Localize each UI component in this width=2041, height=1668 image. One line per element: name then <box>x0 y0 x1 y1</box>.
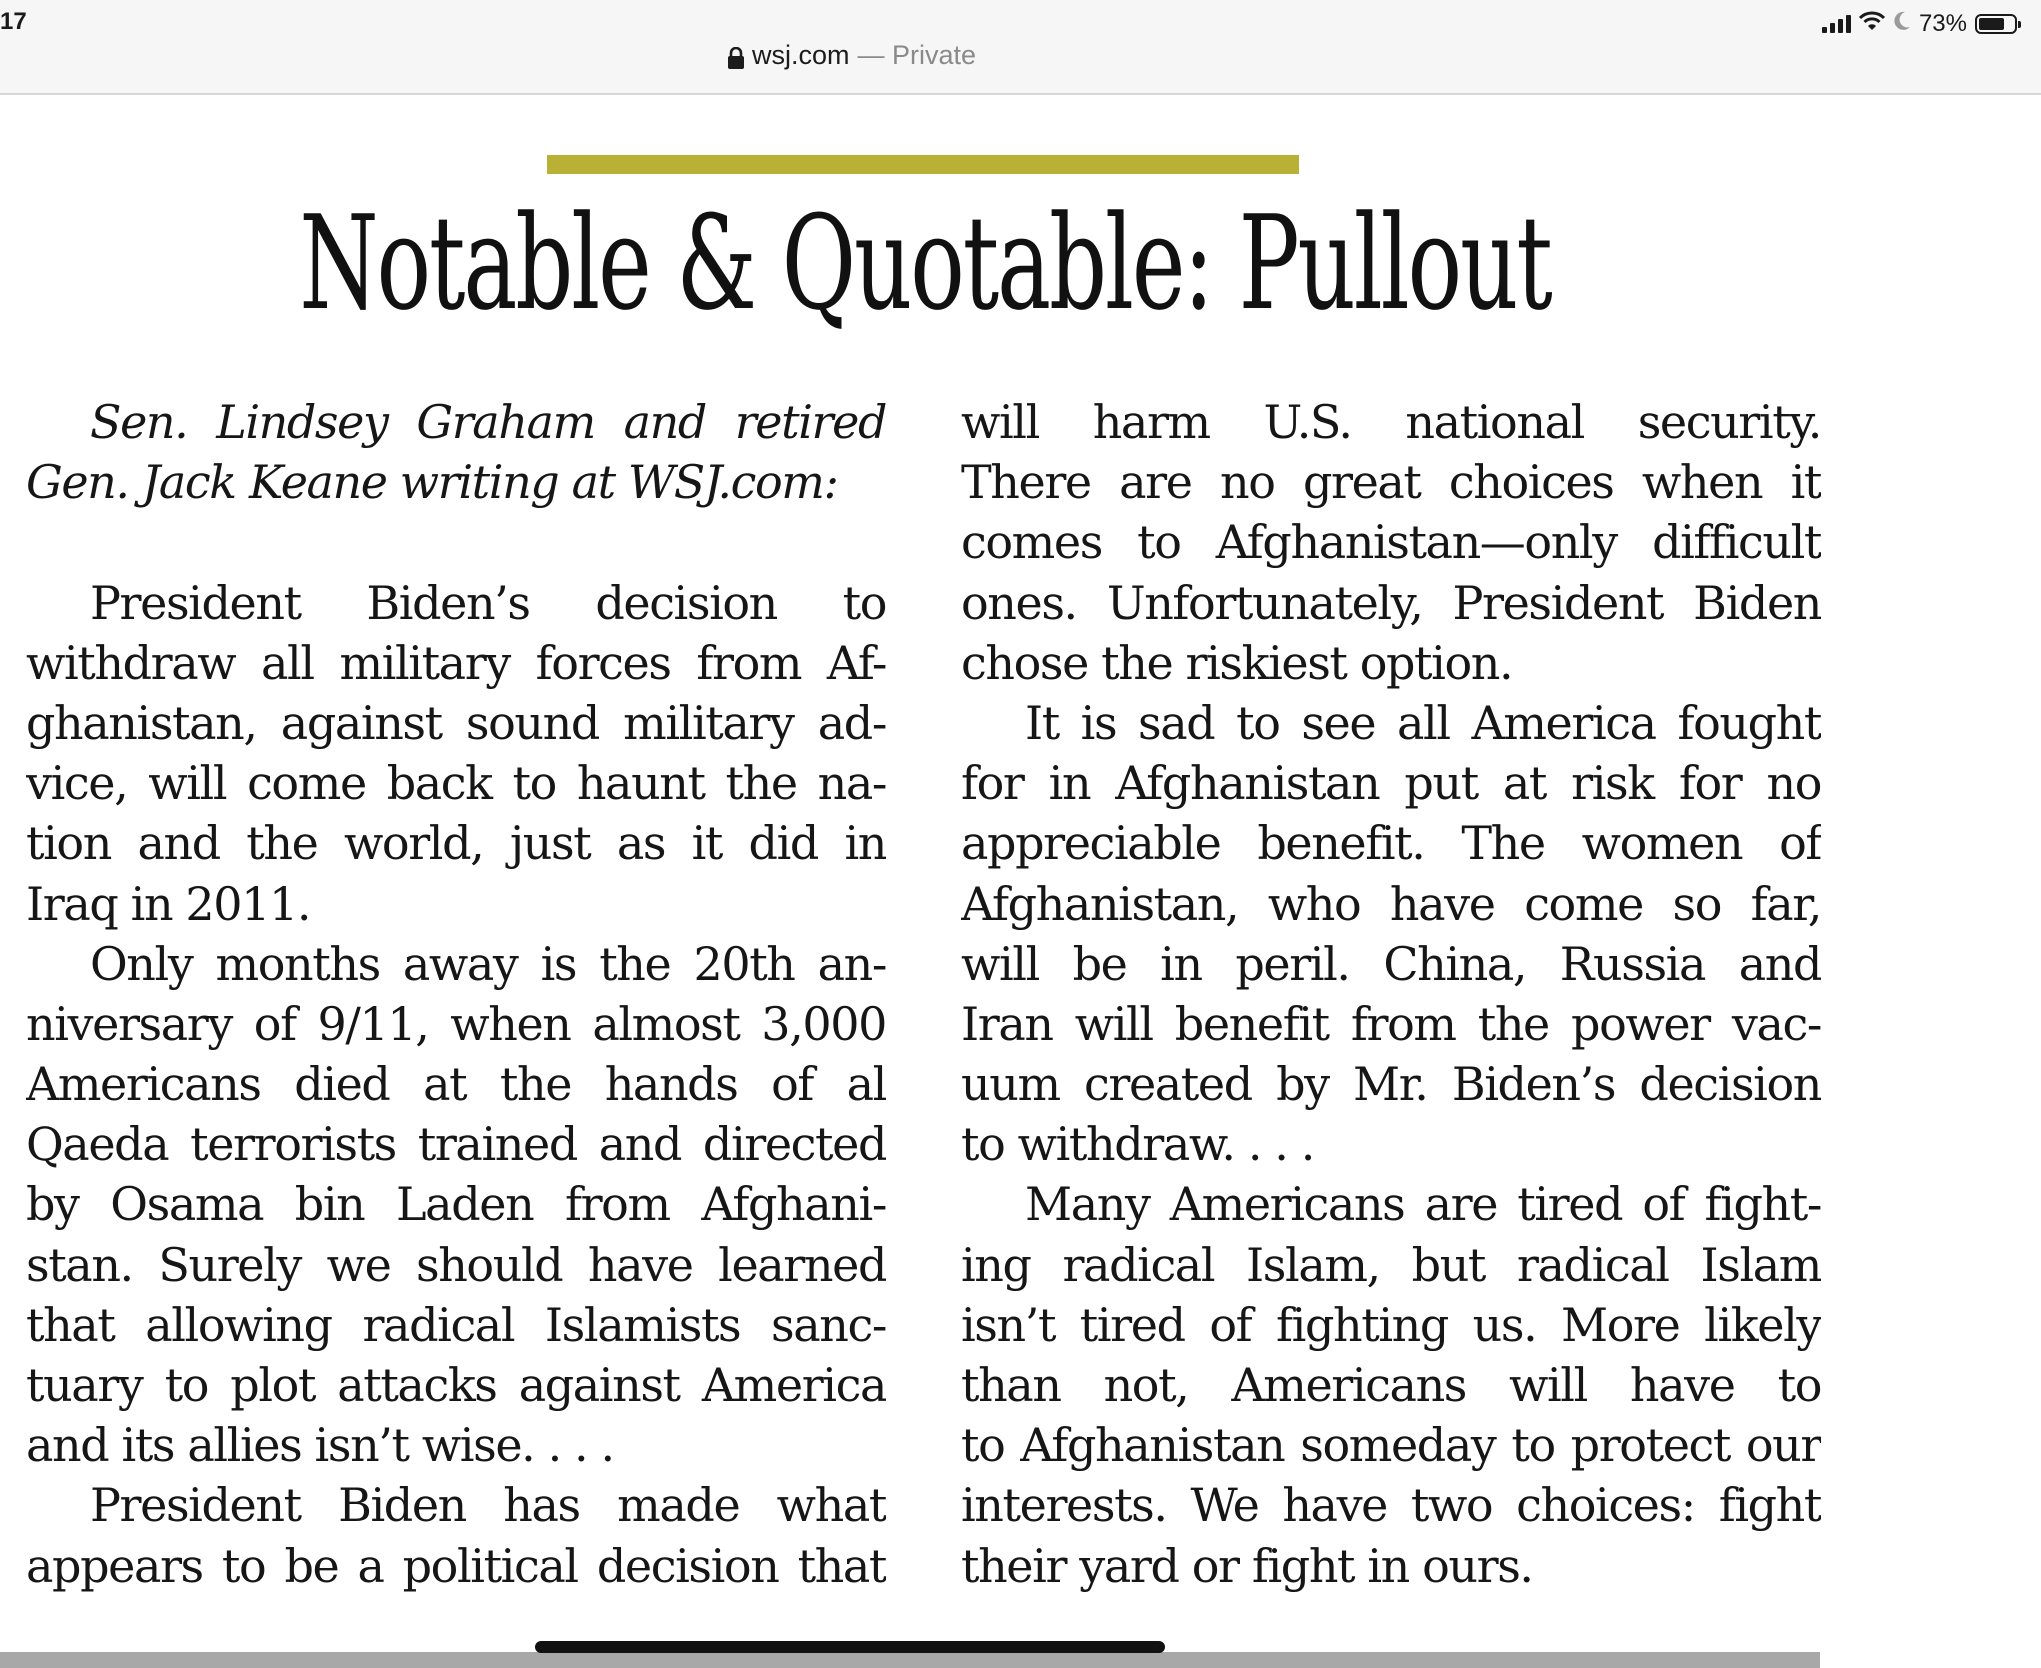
article-line <box>26 512 886 572</box>
battery-percent: 73% <box>1918 10 1967 37</box>
article-line: Gen. Jack Keane writing at WSJ.com: <box>26 455 838 510</box>
bottom-scroll-area <box>0 1652 1820 1668</box>
article-line: niversary of 9/11, when almost 3,000 <box>26 996 886 1051</box>
right-column <box>961 392 1821 1596</box>
article-line: Many Americans are tired of fight- <box>1025 1177 1821 1232</box>
article-line: It is sad to see all America fought <box>1025 695 1821 750</box>
article-line: stan. Surely we should have learned <box>26 1237 886 1292</box>
article-line: for in Afghanistan put at risk for no <box>961 756 1821 811</box>
article-line: than not, Americans will have to <box>961 1358 1821 1412</box>
article-line: by Osama bin Laden from Afghani- <box>26 1177 886 1232</box>
article-line: will harm U.S. national security. <box>961 395 1821 449</box>
article-line: Iraq in 2011. <box>26 876 311 931</box>
article-line: appreciable benefit. The women of <box>961 816 1821 871</box>
article-line: Iran will benefit from the power vac- <box>961 996 1821 1051</box>
lock-icon <box>728 45 744 67</box>
cellular-signal-icon <box>1822 15 1851 33</box>
article-line: and its allies isn’t wise. . . . <box>26 1418 614 1473</box>
article-line: withdraw all military forces from Af- <box>26 635 886 690</box>
browser-status-bar <box>0 0 2041 95</box>
article-line: uum created by Mr. Biden’s decision <box>961 1057 1821 1112</box>
left-column <box>26 392 886 1596</box>
battery-icon <box>1975 14 2017 34</box>
article-line: tion and the world, just as it did in <box>26 816 886 871</box>
article-line: There are no great choices when it <box>961 455 1821 510</box>
article-line: President Biden has made what <box>90 1478 886 1533</box>
article-line: ing radical Islam, but radical Islam <box>961 1237 1821 1292</box>
article-line: ghanistan, against sound military ad- <box>26 695 886 750</box>
wifi-icon <box>1859 10 1885 38</box>
article-line: President Biden’s decision to <box>90 575 886 630</box>
article-line: Qaeda terrorists trained and directed <box>26 1117 886 1172</box>
headline: Notable & Quotable: Pullout <box>299 187 1551 339</box>
article-line: tuary to plot attacks against America <box>26 1358 886 1412</box>
article-line: to withdraw. . . . <box>961 1117 1314 1172</box>
article-line: appears to be a political decision that <box>26 1538 886 1593</box>
article-line: Afghanistan, who have come so far, <box>961 876 1821 931</box>
article-line: Sen. Lindsey Graham and retired <box>90 395 886 449</box>
status-time: 17 <box>0 8 27 35</box>
article-line: will be in peril. China, Russia and <box>961 936 1821 991</box>
battery-fill <box>1979 18 2004 30</box>
private-mode-label: — Private <box>857 40 977 70</box>
article-line: chose the riskiest option. <box>961 635 1513 690</box>
status-indicators <box>1822 10 2017 38</box>
article-line: vice, will come back to haunt the na- <box>26 756 886 811</box>
home-indicator[interactable] <box>535 1641 1165 1653</box>
address-domain: wsj.com <box>752 40 850 70</box>
do-not-disturb-moon-icon <box>1893 10 1911 38</box>
article-line: ones. Unfortunately, President Biden <box>961 575 1821 630</box>
article-line: interests. We have two choices: fight <box>961 1478 1821 1533</box>
article-line: to Afghanistan someday to protect our <box>961 1418 1821 1473</box>
article-line: Americans died at the hands of al <box>26 1057 886 1112</box>
headline-accent-rule <box>547 155 1299 174</box>
article-line: Only months away is the 20th an- <box>90 936 886 991</box>
article-line: comes to Afghanistan—only difficult <box>961 515 1821 570</box>
article-line: that allowing radical Islamists sanc- <box>26 1297 886 1352</box>
article-line: their yard or fight in ours. <box>961 1538 1533 1593</box>
address-bar[interactable] <box>728 40 976 71</box>
article-line: isn’t tired of fighting us. More likely <box>961 1297 1821 1352</box>
